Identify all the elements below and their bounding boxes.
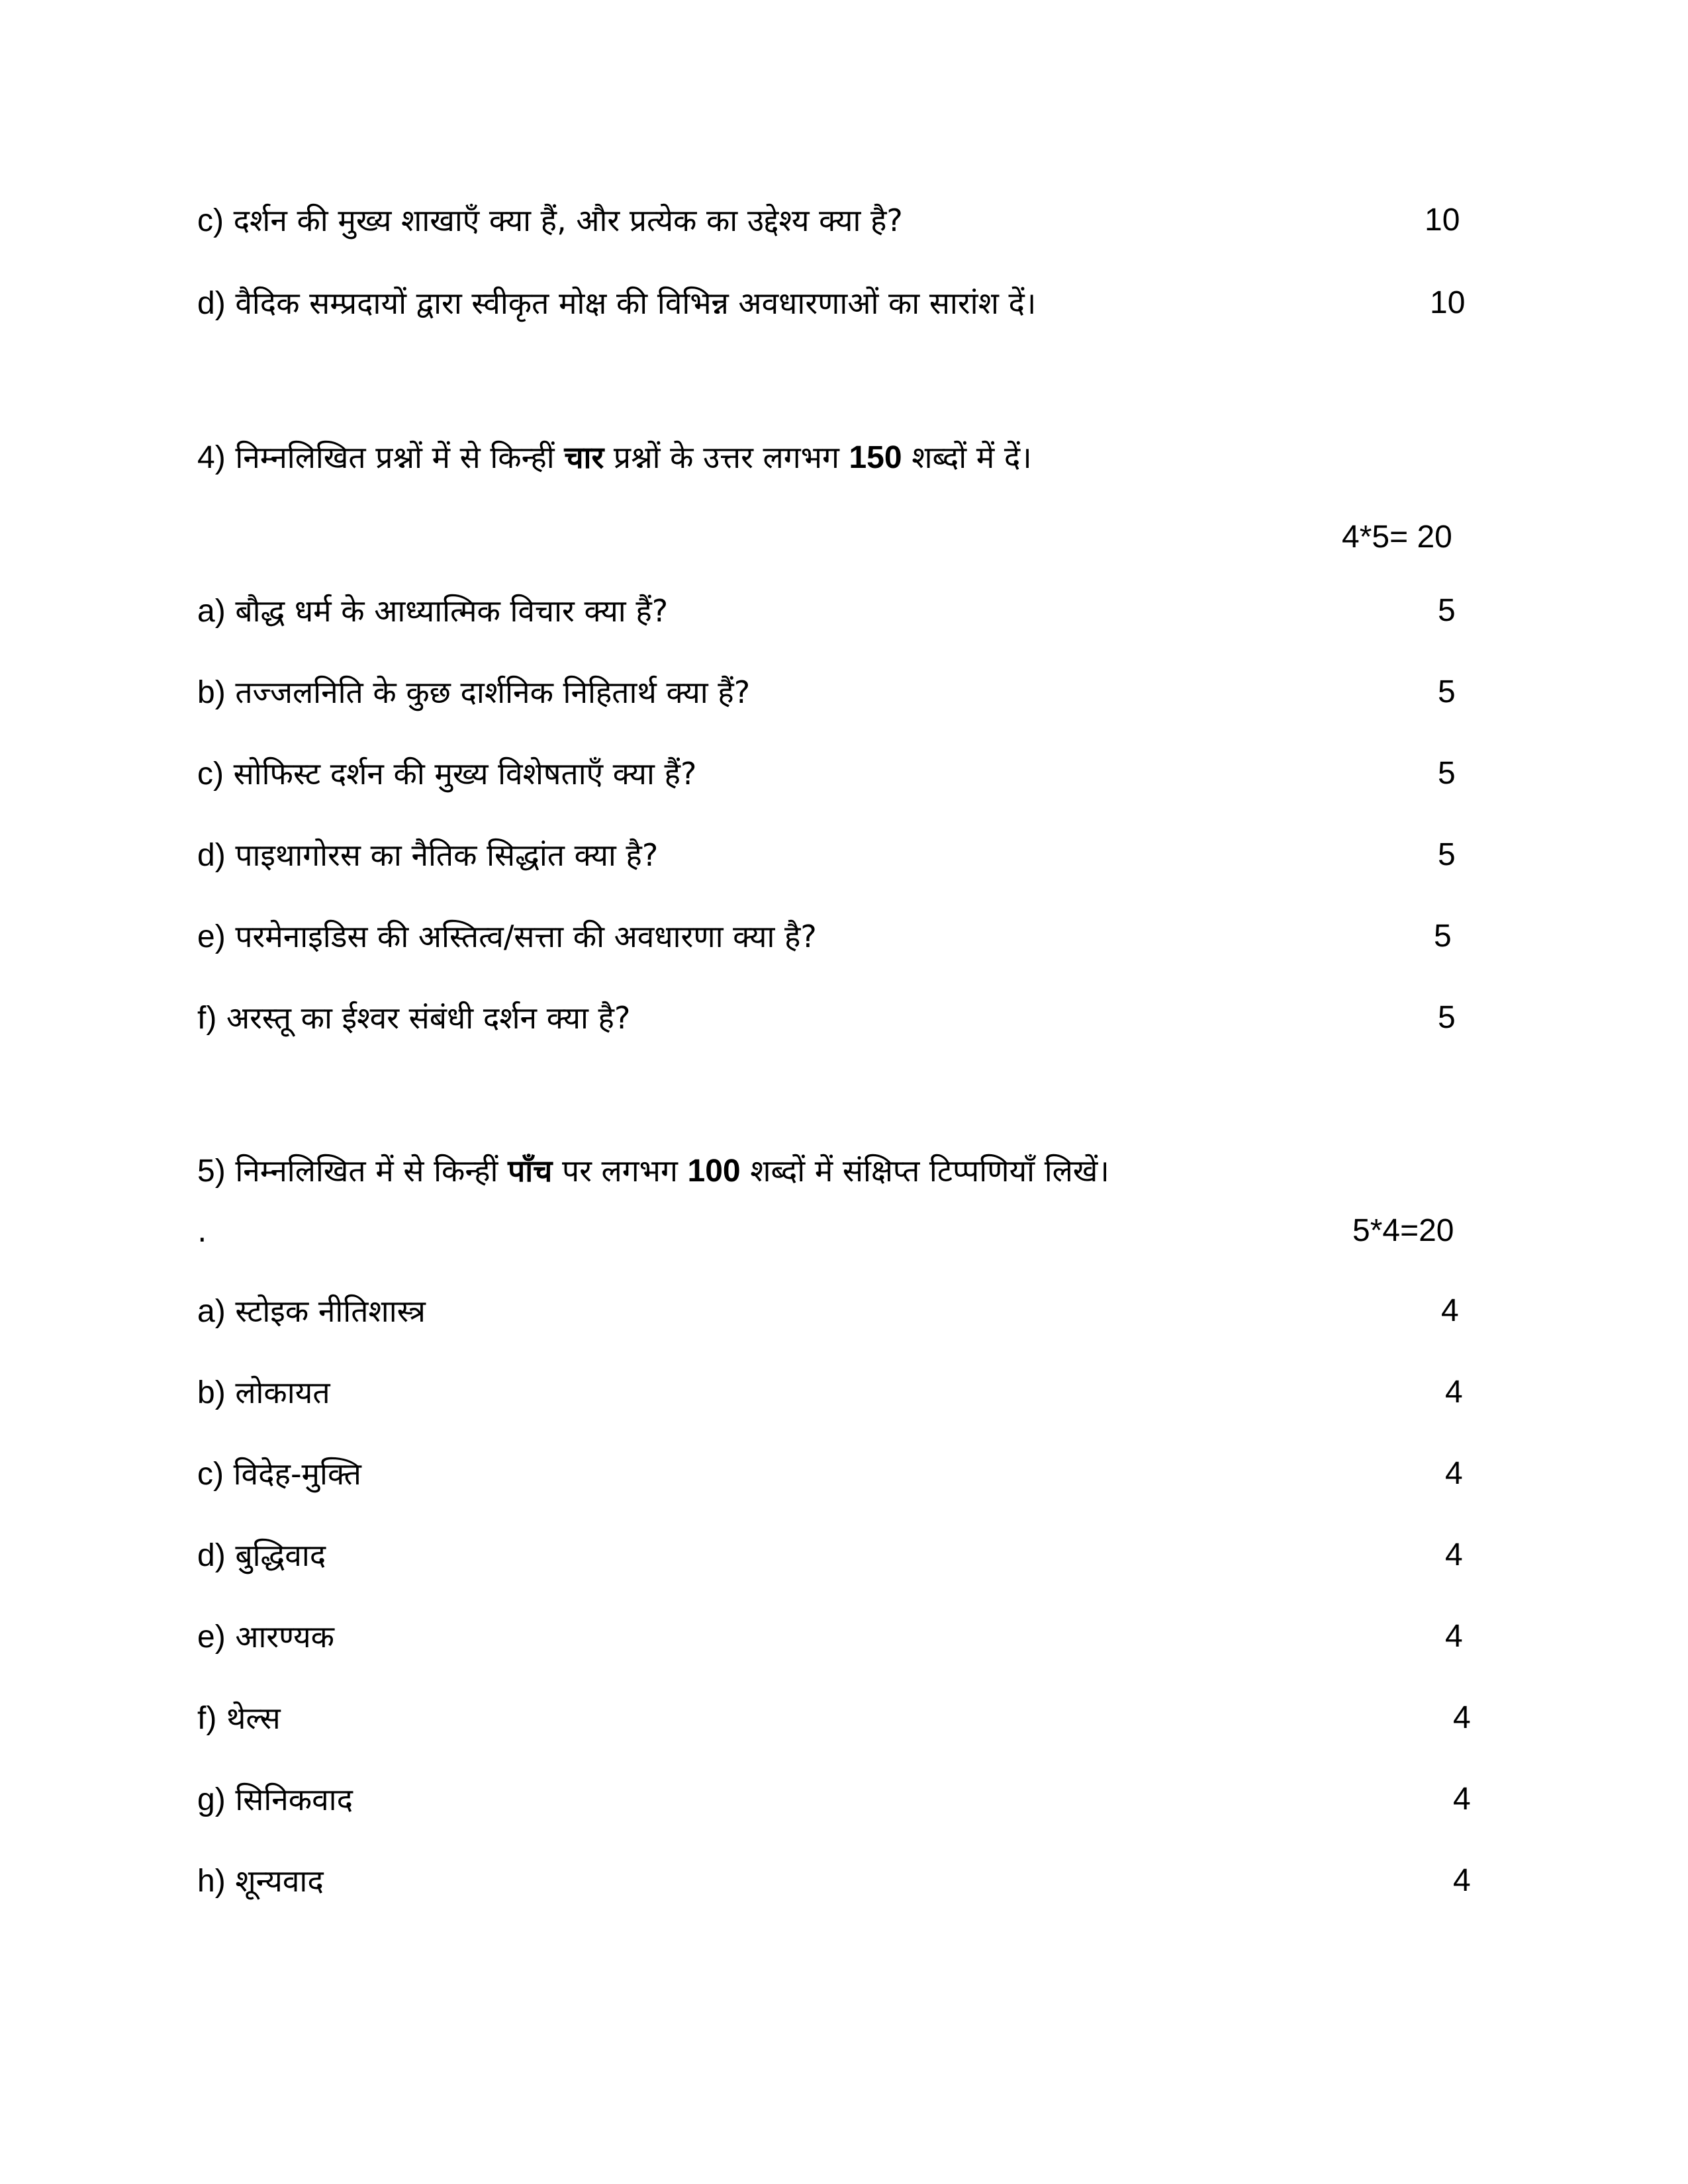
marks-5f: 4 xyxy=(1453,1700,1471,1735)
question-label: f) xyxy=(197,1001,217,1036)
question-text: अरस्तू का ईश्वर संबंधी दर्शन क्या है? xyxy=(226,1000,631,1036)
marks-4e: 5 xyxy=(1434,919,1452,954)
question-label: b) xyxy=(197,1375,226,1410)
question-text: आरण्यक xyxy=(235,1619,334,1655)
note-5a xyxy=(197,1291,426,1332)
question-label: c) xyxy=(197,756,224,792)
marks-3c: 10 xyxy=(1425,203,1460,238)
marks-5b: 4 xyxy=(1445,1375,1463,1410)
section-5-total-marks: 5*4=20 xyxy=(1352,1213,1454,1248)
question-label: a) xyxy=(197,594,226,629)
question-text: शून्यवाद xyxy=(235,1863,324,1899)
question-4f xyxy=(197,998,630,1038)
instruction-text: निम्नलिखित में से किन्हीं xyxy=(235,1153,498,1189)
section-number: 4) xyxy=(197,440,226,475)
question-3d xyxy=(197,283,1036,324)
marks-5d: 4 xyxy=(1445,1537,1463,1572)
marks-4f: 5 xyxy=(1438,1000,1456,1035)
marks-3d: 10 xyxy=(1430,285,1466,320)
question-text: पाइथागोरस का नैतिक सिद्धांत क्या है? xyxy=(235,837,659,873)
question-label: d) xyxy=(197,1538,226,1573)
section-number: 5) xyxy=(197,1154,226,1189)
stray-dot: . xyxy=(197,1213,207,1249)
instruction-emphasis: पाँच xyxy=(508,1153,553,1189)
note-5h xyxy=(197,1861,324,1901)
marks-4d: 5 xyxy=(1438,837,1456,872)
question-4e xyxy=(197,917,817,957)
question-text: थेल्स xyxy=(226,1700,281,1736)
instruction-text: शब्दों में संक्षिप्त टिप्पणियाँ लिखें। xyxy=(750,1153,1109,1189)
question-text: सिनिकवाद xyxy=(235,1782,353,1817)
word-count: 100 xyxy=(687,1154,741,1189)
question-4a xyxy=(197,591,668,631)
question-label: d) xyxy=(197,838,226,873)
question-text: सोफिस्ट दर्शन की मुख्य विशेषताएँ क्या हैं? xyxy=(233,756,697,792)
marks-5g: 4 xyxy=(1453,1782,1471,1817)
marks-5h: 4 xyxy=(1453,1863,1471,1898)
instruction-text: शब्दों में दें। xyxy=(912,439,1032,475)
note-5g xyxy=(197,1780,353,1820)
note-5f xyxy=(197,1698,281,1739)
question-label: e) xyxy=(197,1619,226,1655)
question-label: b) xyxy=(197,675,226,710)
question-text: विदेह-मुक्ति xyxy=(233,1456,361,1492)
marks-5e: 4 xyxy=(1445,1619,1463,1654)
question-label: c) xyxy=(197,203,224,238)
question-text: दर्शन की मुख्य शाखाएँ क्या हैं, और प्रत्येक का उद्देश्य क्या है? xyxy=(233,203,903,238)
question-text: स्टोइक नीतिशास्त्र xyxy=(235,1293,426,1329)
question-text: बुद्धिवाद xyxy=(235,1537,326,1573)
question-text: परमेनाइडिस की अस्तित्व/सत्ता की अवधारणा क्या है? xyxy=(235,919,817,954)
question-text: तज्जलनिति के कुछ दार्शनिक निहितार्थ क्या हैं? xyxy=(235,674,751,710)
question-3c xyxy=(197,201,903,241)
marks-5c: 4 xyxy=(1445,1456,1463,1491)
question-label: e) xyxy=(197,919,226,954)
question-label: c) xyxy=(197,1457,224,1492)
note-5c xyxy=(197,1454,361,1494)
note-5d xyxy=(197,1535,326,1576)
question-4c xyxy=(197,754,696,794)
section-4-total-marks: 4*5= 20 xyxy=(1342,520,1452,555)
question-label: d) xyxy=(197,286,226,321)
instruction-emphasis: चार xyxy=(564,439,604,475)
instruction-text: पर लगभग xyxy=(561,1153,678,1189)
section-5-instruction xyxy=(197,1151,1109,1191)
note-5b xyxy=(197,1373,330,1413)
question-4d xyxy=(197,835,658,876)
note-5e xyxy=(197,1617,334,1657)
question-label: f) xyxy=(197,1701,217,1736)
question-4b xyxy=(197,672,750,713)
instruction-text: प्रश्नों के उत्तर लगभग xyxy=(613,439,839,475)
marks-4c: 5 xyxy=(1438,756,1456,791)
marks-4a: 5 xyxy=(1438,593,1456,628)
section-4-instruction xyxy=(197,437,1032,478)
question-label: h) xyxy=(197,1864,226,1899)
question-text: बौद्ध धर्म के आध्यात्मिक विचार क्या हैं? xyxy=(235,593,669,629)
question-text: वैदिक सम्प्रदायों द्वारा स्वीकृत मोक्ष की विभिन्न अवधारणाओं का सारांश दें। xyxy=(235,285,1037,321)
instruction-text: निम्नलिखित प्रश्नों में से किन्हीं xyxy=(235,439,555,475)
marks-5a: 4 xyxy=(1441,1293,1459,1328)
question-label: g) xyxy=(197,1782,226,1817)
question-label: a) xyxy=(197,1294,226,1329)
word-count: 150 xyxy=(849,440,902,475)
marks-4b: 5 xyxy=(1438,674,1456,709)
question-text: लोकायत xyxy=(235,1375,330,1410)
